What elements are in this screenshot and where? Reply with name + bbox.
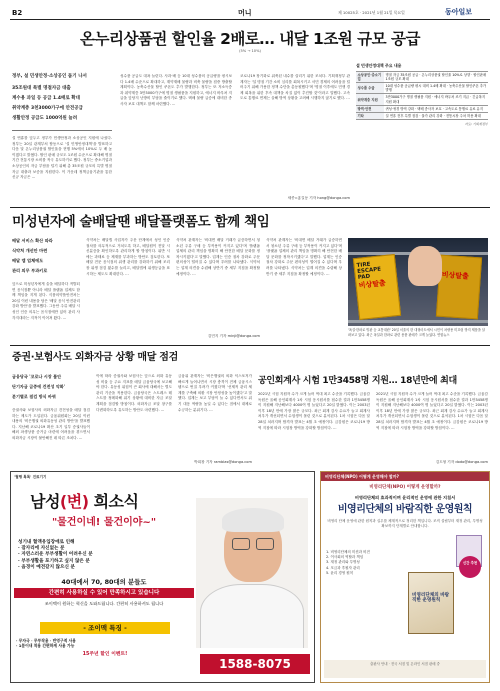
ad2-band: 비영리단체(NPO) 어떻게 운영해야 할까?	[321, 472, 489, 481]
person-hair	[222, 508, 284, 532]
shopper-hand	[408, 246, 442, 286]
ad1-title-part: (변)	[59, 492, 89, 511]
store-shelf	[348, 320, 488, 323]
ad2-subtitle: 비영리단체의 효과적이며 윤리적인 운영에 관한 지침서	[354, 495, 456, 500]
photo-caption: '폭설·한파로 빙판 등 교통대란' 20일 서울의 한 대형마트에서 시민이 차량용 미끄럼 방지 제품을 살펴보고 있다. 최근 폭설과 한파로 관련 용품 판매가 크게 늘었다. 연합뉴스	[348, 328, 485, 337]
article1-byline: 세종=홍길동 기자 hong@donga.com	[287, 196, 350, 200]
table-row	[356, 71, 488, 82]
article3-body: 증권사와 보험사의 외화자금 건전성을 매달 점검하는 제도가 도입된다. 금융위원회는 20일 이런 내용의 '비은행권 외화유동성 관리 방안'을 발표했다. 지난해 코로나19 확산 초기 일부 증권사들이 해외 파생상품 증거금 마련에 어려움을 겪으면서 외화자금 시장이 불안해진 데 따른 조치다. ...	[12, 408, 90, 440]
ad2-description: 비영리 단체 운영에 관한 원칙과 실무를 체계적으로 정리한 책입니다. 조직 설립부터 재정 관리, 투명성 확보까지 단계별로 안내합니다.	[327, 519, 483, 528]
article1-headline: 온누리상품권 할인율 2배로… 내달 1조원 규모 공급	[80, 30, 420, 48]
section-rule	[10, 207, 490, 208]
ad1-title-part: 희소식	[88, 492, 139, 511]
ad2-list-item: 4. 모금과 후원자 관리	[326, 565, 360, 570]
ad1-feature: · 무자극 · 무부작용 · 반영구적 사용	[16, 638, 76, 643]
ad1-slogan: "물건이네! 물건이야~"	[51, 517, 157, 528]
article4-headline: 공인회계사 시험 1만3458명 지원… 18년만에 최대	[258, 376, 457, 386]
article3-body: 금융위 관계자는 '비은행권의 외화 익스포저가 빠르게 늘어나면서 시장 충격이 전체 금융시스템으로 번질 우려가 커졌다'며 '선제적 관리 체계를 구축해 외환 시장 안정성을 높이겠다'고 말했다. 업계는 보고 부담이 늘 수 있다면서도 위기 대응 역량을 높일 수 있다는 점에서 대체로 수긍하는 분위기다. ...	[178, 374, 252, 412]
ad1-brand-label: - 조이맥 특징 -	[40, 622, 170, 634]
ad2-list-item: 1. 비영리단체의 미션과 비전	[326, 550, 370, 554]
article2-body: 식약처는 배달앱 사업자가 주문 단계에서 성인 인증 절차를 의무적으로 거치도록 하고, 배달원이 전달 시 신분증을 확인하도록 관리하게 할 방침이다. 위반 시에는 과태료 등 제재를 부과하는 방안도 검토한다. 또 배달 전문 음식점의 위생 관리를 강화하기 위해 조리장 위생 점검 횟수를 늘리고, 배달앱에 위생등급을 표시하는 제도도 확대한다. ...	[86, 238, 170, 276]
page-number: B2	[12, 9, 23, 17]
ad1-phone-number[interactable]: 1588-8075	[200, 654, 310, 674]
ad1-band: 간편히 사용하실 수 있어 만족하시고 있습니다	[14, 588, 194, 598]
article3-subhead: 금융당국 '코로나 시장 불안	[12, 374, 62, 379]
ad2-list-item: 2. 이사회의 역할과 책임	[326, 555, 364, 560]
table-source: 자료: 기획재정부	[465, 122, 488, 127]
table-value: 설 연휴 전후 특별 점검 · 물가 관리 강화 · 전통시장 주차 허용 확대	[384, 113, 488, 120]
ad1-list-item: · 음경이 예전같지 않으신 분	[18, 564, 75, 570]
article2-subhead: 배달 서비스 확산 따라	[12, 238, 53, 243]
section-rule	[10, 345, 490, 346]
article3-subhead: 단기자금 급증에 건전성 악화'	[12, 384, 65, 389]
ad2-list-item: 5. 윤리 경영 원칙	[326, 570, 353, 575]
book-cover	[408, 572, 454, 634]
ad1-list-item: · 잠자리에 자신없는 분	[18, 546, 65, 552]
article3-body: 이에 따라 증권사와 보험사는 앞으로 외화 유동성 비율 등 주요 지표를 매달 금융당국에 보고해야 한다. 유동성 위험이 큰 회사에 대해서는 별도 관리 기준을 적용한다. 금융당국은 스트레스 테스트를 정례화해 위기 상황에 대비한 자금 조달 계획을 점검할 방침이다. 외화자금 조달 창구를 다변화하도록 유도하는 방안도 마련했다. ...	[96, 374, 172, 412]
header-rule	[10, 19, 490, 20]
person-shirt	[200, 584, 304, 648]
glasses-icon	[232, 538, 250, 550]
divider	[12, 130, 112, 131]
article1-subhead: 생활안정 공급도 1000억원 늘려	[12, 116, 78, 121]
article1-body: 설 연휴를 앞두고 정부가 민생안정과 소상공인 지원에 나섰다. 정부는 20일 관계부처 합동으로 '설 민생안정대책'을 발표하고 다음 달 온누리상품권 할인율을 현행 5%에서 10%로 두 배 높이겠다고 밝혔다. 할인 판매 규모도 1조원 수준으로 확대해 명절 기간 전통시장 소비를 적극 유도하기로 했다. 정부는 중소기업과 소상공인의 자금 부담을 덜기 위해 총 35조원 규모의 특별 명절자금 대출과 보증을 지원한다. 이 가운데 정책금융기관을 통한 신규 자금은 ...	[12, 136, 112, 180]
article2-body: 앞으로 미성년자에게 술을 배달하다 적발되면 음식점뿐 아니라 배달 플랫폼 업체도 함께 책임을 지게 된다. 식품의약품안전처는 20일 이런 내용을 담은 '배달 음식 안전관리 강화 방안'을 발표했다. 그동안 주류 배달 시 성인 인증 의무는 음식점에만 있어 관리 사각지대라는 지적이 이어져 왔다. ...	[12, 282, 80, 320]
table-row	[356, 113, 488, 120]
article2-headline: 미성년자에 술배달땐 배달플랫폼도 함께 책임	[12, 214, 270, 230]
ad2-list-item: 3. 재정 관리와 투명성	[326, 560, 360, 565]
table-row	[356, 83, 488, 94]
book-title: 비영리단체의 바람직한 운영원칙	[412, 593, 450, 604]
newspaper-logo: 동아일보	[445, 8, 473, 16]
article2-subhead: 배달 앱 업체에도	[12, 258, 44, 263]
article2-subhead: 식약처 개선안 마련	[12, 248, 48, 253]
ad1-age-text: 40대에서 70, 80대의 분들도	[61, 578, 147, 586]
product-photo	[348, 238, 488, 326]
ad1-note: 조이맥이 원하는 혁신을 도와드립니다. 간편히 사용하셔도 됩니다	[44, 601, 164, 606]
table-value: 귀성·귀경 방역 강화 · 택배 종사자 보호 · 고속도로 통행료 유료 유지	[384, 105, 488, 112]
article1-subhead: 계수용 과일 등 공급 1.4배로 확대	[12, 96, 80, 101]
product-package	[353, 254, 401, 320]
article1-note: (5% → 10%)	[239, 49, 261, 53]
article3-headline: 증권·보험사도 외화자금 상황 매달 점검	[12, 352, 178, 363]
table-row	[356, 105, 488, 112]
article2-body: 식약처 관계자는 '비대면 배달 거래가 급증하면서 청소년 주류 구매 등 부작용이 커지고 있다'며 '플랫폼 업체의 관리 책임을 명확히 해 안전한 배달 문화를 정착시키겠다'고 말했다. 업계는 인증 절차 강화로 주문 편의성이 떨어질 수 있다며 우려를 나타냈다. 식약처는 업계 의견을 수렴해 상반기 중 세부 지침을 확정할 예정이다. ...	[266, 238, 342, 276]
table-key: 방역·안전	[356, 105, 384, 112]
article2-byline: 김민지 기자 minji@donga.com	[207, 334, 260, 338]
table-title: 설 민생안정대책 주요 내용	[356, 63, 402, 68]
article4-body: 2021년 시험 지원자 수가 크게 늘어 역대 최고 수준을 기록했다. 금융감독원은 올해 공인회계사 1차 시험 응시원서를 접수한 결과 1만3458명이 지원해 지난해보다 4000여 명 늘었다고 20일 밝혔다. 이는 2003년 이후 18년 만에 가장 많은 규모다. 최근 회계 감사 수요가 늘고 회계사 처우가 개선되면서 수험생이 몰린 것으로 분석된다. 1차 시험은 다음 달 28일 치러지며 합격자 발표는 4월 초 예정이다. 금감원은 코로나19 방역 지침에 따라 시험장 방역을 강화할 방침이다. ...	[258, 392, 370, 430]
article2-body: 식약처 관계자는 '비대면 배달 거래가 급증하면서 청소년 주류 구매 등 부작용이 커지고 있다'며 '플랫폼 업체의 관리 책임을 명확히 해 안전한 배달 문화를 정착시키겠다'고 말했다. 업계는 인증 절차 강화로 주문 편의성이 떨어질 수 있다며 우려를 나타냈다. 식약처는 업계 의견을 수렴해 상반기 중 세부 지침을 확정할 예정이다. ...	[176, 238, 260, 276]
table-value: 3만3000가구 명절 생필품 지원 · 에너지 바우처 조기 지급 · 긴급복지 지원 확대	[384, 94, 488, 105]
article2-subhead: 관리 의무 부과키로	[12, 268, 48, 273]
table-key: 취약계층 지원	[356, 94, 384, 105]
ad1-person-photo	[196, 498, 308, 648]
section-title: 머니	[238, 9, 252, 17]
article1-body: 성수품 공급도 대폭 늘린다. 사과·배 등 10대 성수품의 공급량을 평시보다 1.4배 수준으로 확대하고, 계약재배 물량과 비축 물량을 집중 방출할 계획이다. 농축수산물 할인 쿠폰도 추가 발행한다. 정부는 또 저소득층과 취약계층 3만3000가구에 명절 생필품을 지원하고, 에너지 바우처 지급을 앞당겨 난방비 부담을 줄이기로 했다. 택배 물량 급증에 대비한 종사자 보호 대책도 함께 마련했다. ...	[120, 74, 232, 106]
table-key: 기타	[356, 113, 384, 120]
ad2-question: 비영리단체(NPO) 어떻게 운영할까?	[369, 485, 441, 490]
table-key: 성수품 수급	[356, 83, 384, 94]
package-label: TIRE ESCAPE PAD	[356, 261, 382, 281]
ad1-tagline: '혈행 톡톡' 진료기기	[14, 475, 47, 479]
article3-subhead: 분기별로 점검 방식 바꿔	[12, 394, 56, 399]
ad2-title: 비영리단체의 바람직한 운영원칙	[337, 504, 473, 515]
article4-byline: 김도형 기자 dodo@donga.com	[435, 460, 488, 464]
article1-subhead: 정부, 설 민생안정·소상공인 돕기 나서	[12, 74, 87, 79]
ad1-features	[16, 638, 194, 648]
package-brand: 비상탈출	[441, 270, 470, 281]
ad1-sale: 15주년 할인 이벤트!	[82, 652, 128, 657]
product-package	[436, 255, 482, 320]
article1-subhead: 35조원대 특별 명절자금 대출	[12, 86, 71, 91]
policy-table	[356, 63, 488, 127]
article4-body: 2021년 시험 지원자 수가 크게 늘어 역대 최고 수준을 기록했다. 금융감독원은 올해 공인회계사 1차 시험 응시원서를 접수한 결과 1만3458명이 지원해 지난해보다 4000여 명 늘었다고 20일 밝혔다. 이는 2003년 이후 18년 만에 가장 많은 규모다. 최근 회계 감사 수요가 늘고 회계사 처우가 개선되면서 수험생이 몰린 것으로 분석된다. 1차 시험은 다음 달 28일 치러지며 합격자 발표는 4월 초 예정이다. 금감원은 코로나19 방역 지침에 따라 시험장 방역을 강화할 방침이다. ...	[376, 392, 488, 430]
policy-table-grid	[356, 71, 488, 121]
article1-subhead: 취약계층 3천3000가구에 안전공급	[12, 106, 83, 111]
table-key: 소상공인·중소기업	[356, 71, 384, 82]
ad1-list-item: 성기내 혈액유입장애로 인해	[18, 540, 75, 545]
ad1-title	[30, 490, 138, 513]
ad2-footer: 출판사 안내 · 전국 서점 및 온라인 서점 판매 중	[324, 660, 486, 678]
ad1-list-item: · 부부생활을 포기하고 싶지 않은 분	[18, 558, 90, 564]
ad1-list	[18, 540, 188, 571]
issue-date: 제 10025호 · 2021년 1월 21일 목요일	[338, 10, 405, 15]
ad2-badge: 신간 추천	[459, 556, 481, 578]
ad1-list-item: · 자연스러운 부부생활이 어려우신 분	[18, 552, 93, 558]
glasses-icon	[256, 538, 274, 550]
package-brand: 비상탈출	[358, 279, 387, 290]
ad1-title-part: 남성	[30, 492, 60, 511]
table-value: 10대 성수품 공급량 평시 대비 1.4배 확대 · 농축수산물 할인쿠폰 추가 발행	[385, 84, 487, 93]
ad1-feature: · 1분이내 착용 간편하게 사용 가능	[16, 643, 75, 649]
article3-byline: 박희창 기자 ramblas@donga.com	[194, 460, 252, 464]
article1-body: 코로나19 장기화로 위축된 내수를 살리기 위한 조치다. 기획재정부 관계자는 '설 명절 기간 소비 심리를 회복시키고 서민 경제의 어려움을 덜어주기 위해 가용한 정책 수단을 총동원했다'며 '명절 이후에도 민생 경제 회복을 위한 후속 대책을 차질 없이 추진할 것'이라고 말했다. 고속도로 통행료 면제는 올해 방역 상황을 고려해 시행하지 않기로 했다. ...	[240, 74, 350, 101]
table-value: 명절 자금 35조원 공급 · 온누리상품권 할인율 10%로 상향 · 할인판매 1조원 규모 확대	[385, 72, 487, 81]
table-row	[356, 94, 488, 105]
ad2-list	[326, 550, 416, 576]
